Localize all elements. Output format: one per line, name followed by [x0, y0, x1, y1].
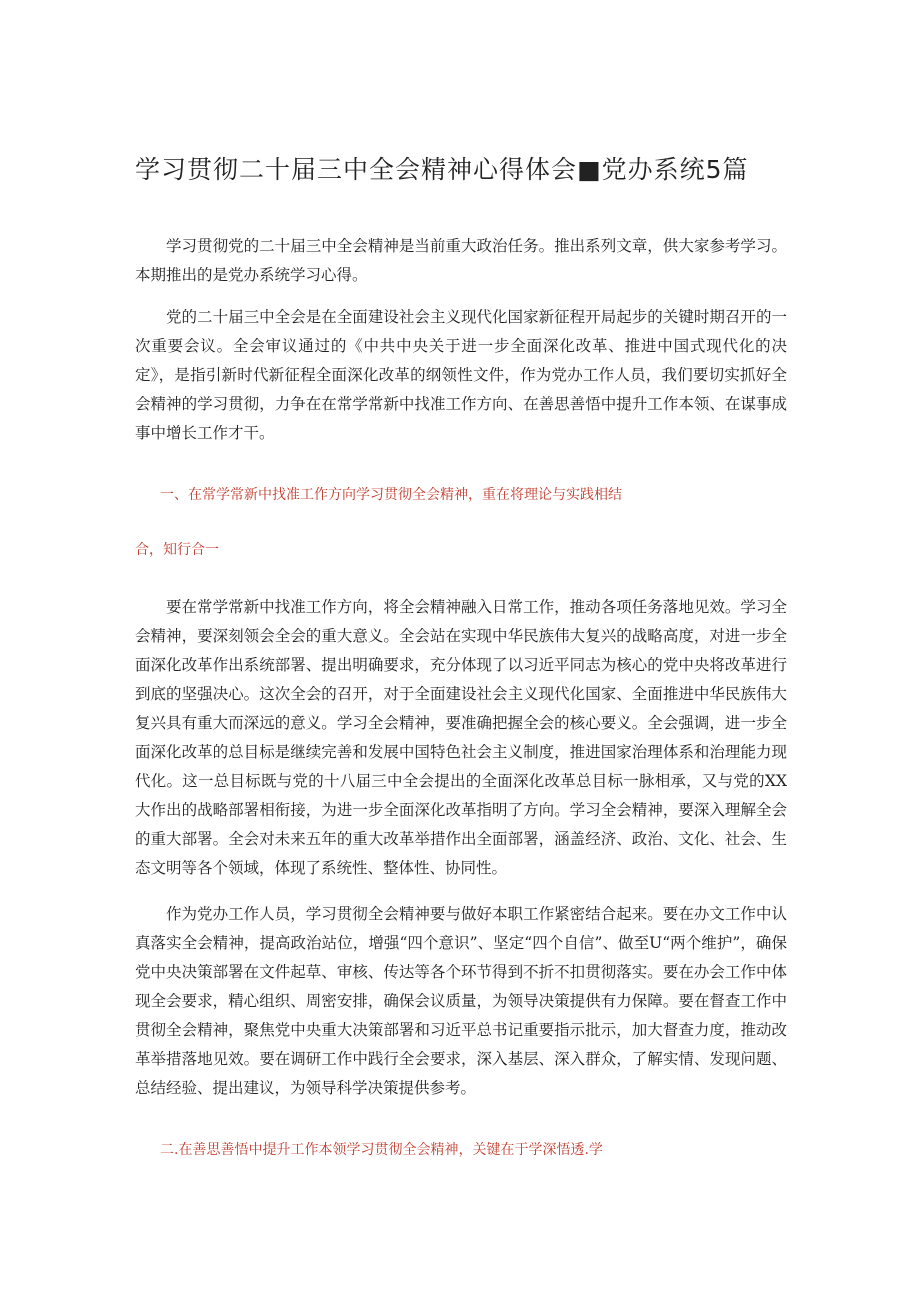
section-1-heading-continued: 合，知行合一: [135, 542, 219, 558]
body-paragraph-2: 要在常学常新中找准工作方向，将全会精神融入日常工作，推动各项任务落地见效。学习全会精神，要深刻领会全会的重大意义。全会站在实现中华民族伟大复兴的战略高度，对进一步全面深化改革作出系统部署、提出明确要求，充分体现了以习近平同志为核心的党中央将改革进行到底的坚强决心。这次全会的召开，对于全面建设社会主义现代化国家、全面推进中华民族伟大复兴具有重大而深远的意义。学习全会精神，要准确把握全会的核心要义。全会强调，进一步全面深化改革的总目标是继续完善和发展中国特色社会主义制度，推进国家治理体系和治理能力现代化。这一总目标既与党的十八届三中全会提出的全面深化改革总目标一脉相承，又与党的XX大作出的战略部署相衔接，为进一步全面深化改革指明了方向。学习全会精神，要深入理解全会的重大部署。全会对未来五年的重大改革举措作出全面部署，涵盖经济、政治、文化、社会、生态文明等各个领域，体现了系统性、整体性、协同性。: [135, 598, 787, 877]
body-paragraph-3: 作为党办工作人员，学习贯彻全会精神要与做好本职工作紧密结合起来。要在办文工作中认真落实全会精神，提高政治站位，增强“四个意识”、坚定“四个自信”、做至U“两个维护”，确保党中央决策部署在文件起草、审核、传达等各个环节得到不折不扣贯彻落实。要在办会工作中体现全会要求，精心组织、周密安排，确保会议质量，为领导决策提供有力保障。要在督查工作中贯彻全会精神，聚焦党中央重大决策部署和习近平总书记重要指示批示，加大督查力度，推动改革举措落地见效。要在调研工作中践行全会要求，深入基层、深入群众，了解实情、发现问题、总结经验、提出建议，为领导科学决策提供参考。: [135, 905, 787, 1097]
intro-paragraph: 学习贯彻党的二十届三中全会精神是当前重大政治任务。推出系列文章，供大家参考学习。本期推出的是党办系统学习心得。: [135, 237, 787, 284]
body-paragraph-1: 党的二十届三中全会是在全面建设社会主义现代化国家新征程开局起步的关键时期召开的一次重要会议。全会审议通过的《中共中央关于进一步全面深化改革、推进中国式现代化的决定》，是指引新时代新征程全面深化改革的纲领性文件，作为党办工作人员，我们要切实抓好全会精神的学习贯彻，力争在在常学常新中找准工作方向、在善思善悟中提升工作本领、在谋事成事中增长工作才干。: [135, 308, 787, 442]
section-1-heading: 一、在常学常新中找准工作方向学习贯彻全会精神，重在将理论与实践相结: [160, 487, 622, 503]
section-2-heading: 二.在善思善悟中提升工作本领学习贯彻全会精神，关键在于学深悟透.学: [160, 1142, 603, 1158]
document-title: 学习贯彻二十届三中全会精神心得体会■党办系统5篇: [135, 155, 749, 184]
